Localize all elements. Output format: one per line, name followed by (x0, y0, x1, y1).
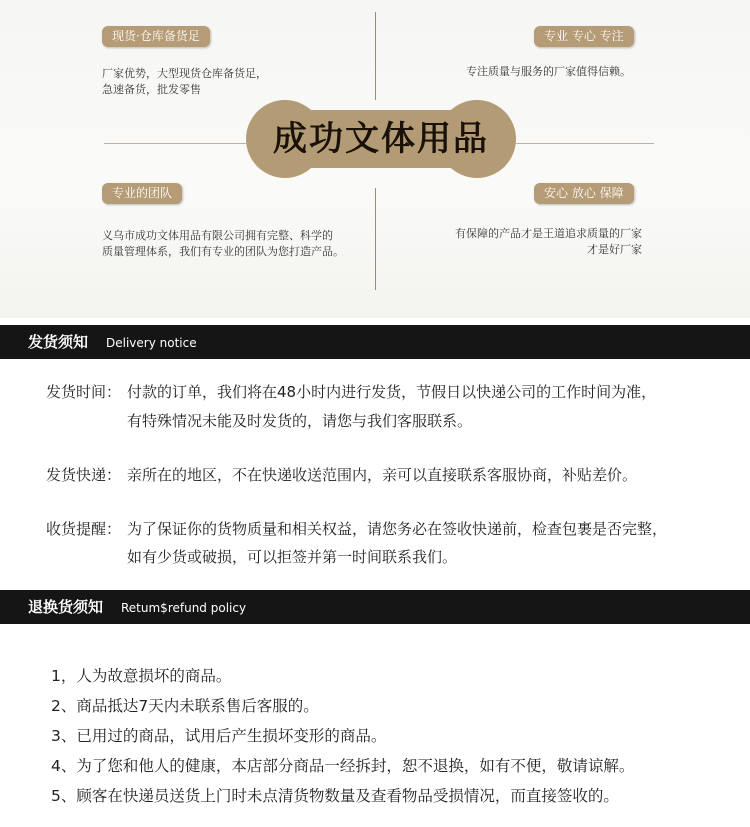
hero-banner (0, 0, 750, 318)
returns-title-en: Retum$refund policy (121, 601, 247, 615)
text-line: 有保障的产品才是王道追求质量的厂家 (455, 227, 642, 240)
text-professional (466, 64, 631, 80)
delivery-label: 发货时间： (46, 383, 122, 401)
text-line: 质量管理体系，我们有专业的团队为您打造产品。 (102, 245, 344, 258)
text-team (102, 228, 344, 260)
divider-vertical-bottom (375, 188, 376, 290)
text-line: 专注质量与服务的厂家值得信赖。 (466, 65, 631, 78)
text-line: 义乌市成功文体用品有限公司拥有完整、科学的 (102, 229, 333, 242)
badge-professional: 专业 专心 专注 (534, 26, 634, 47)
returns-title-cn: 退换货须知 (28, 598, 104, 616)
policy-item: 3、已用过的商品，试用后产生损坏变形的商品。 (51, 727, 387, 745)
delivery-header (0, 325, 750, 359)
delivery-title-en: Delivery notice (106, 336, 197, 350)
delivery-title-cn: 发货须知 (28, 333, 89, 351)
text-assurance (432, 226, 642, 258)
divider-vertical-top (375, 12, 376, 100)
divider-horizontal-right (516, 143, 654, 144)
delivery-label: 收货提醒： (46, 520, 122, 538)
policy-item: 4、为了您和他人的健康，本店部分商品一经拆封，恕不退换，如有不便，敬请谅解。 (51, 757, 635, 775)
divider-horizontal-left (104, 143, 246, 144)
delivery-text: 亲所在的地区，不在快递收送范围内，亲可以直接联系客服协商，补贴差价。 (127, 466, 638, 484)
policy-item: 5、顾客在快递员送货上门时未点清货物数量及查看物品受损情况，而直接签收的。 (51, 787, 619, 805)
delivery-text: 付款的订单，我们将在48小时内进行发货，节假日以快递公司的工作时间为准， (127, 383, 657, 401)
delivery-text: 如有少货或破损，可以拒签并第一时间联系我们。 (127, 548, 458, 566)
text-line: 才是好厂家 (587, 243, 642, 256)
delivery-text: 为了保证你的货物质量和相关权益，请您务必在签收快递前，检查包裹是否完整， (127, 520, 668, 538)
delivery-text: 有特殊情况未能及时发货的，请您与我们客服联系。 (127, 412, 473, 430)
text-line: 急速备货，批发零售 (102, 83, 201, 96)
delivery-label: 发货快递： (46, 466, 122, 484)
policy-item: 1，人为故意损坏的商品。 (51, 667, 232, 685)
policy-item: 2、商品抵达7天内未联系售后客服的。 (51, 697, 319, 715)
badge-assurance: 安心 放心 保障 (534, 183, 634, 204)
text-line: 厂家优势，大型现货仓库备货足， (102, 67, 267, 80)
returns-header (0, 590, 750, 624)
badge-team: 专业的团队 (102, 183, 182, 204)
brand-logo (246, 100, 516, 178)
text-in-stock (102, 66, 267, 98)
badge-in-stock: 现货·仓库备货足 (102, 26, 210, 47)
logo-title: 成功文体用品 (273, 119, 489, 159)
